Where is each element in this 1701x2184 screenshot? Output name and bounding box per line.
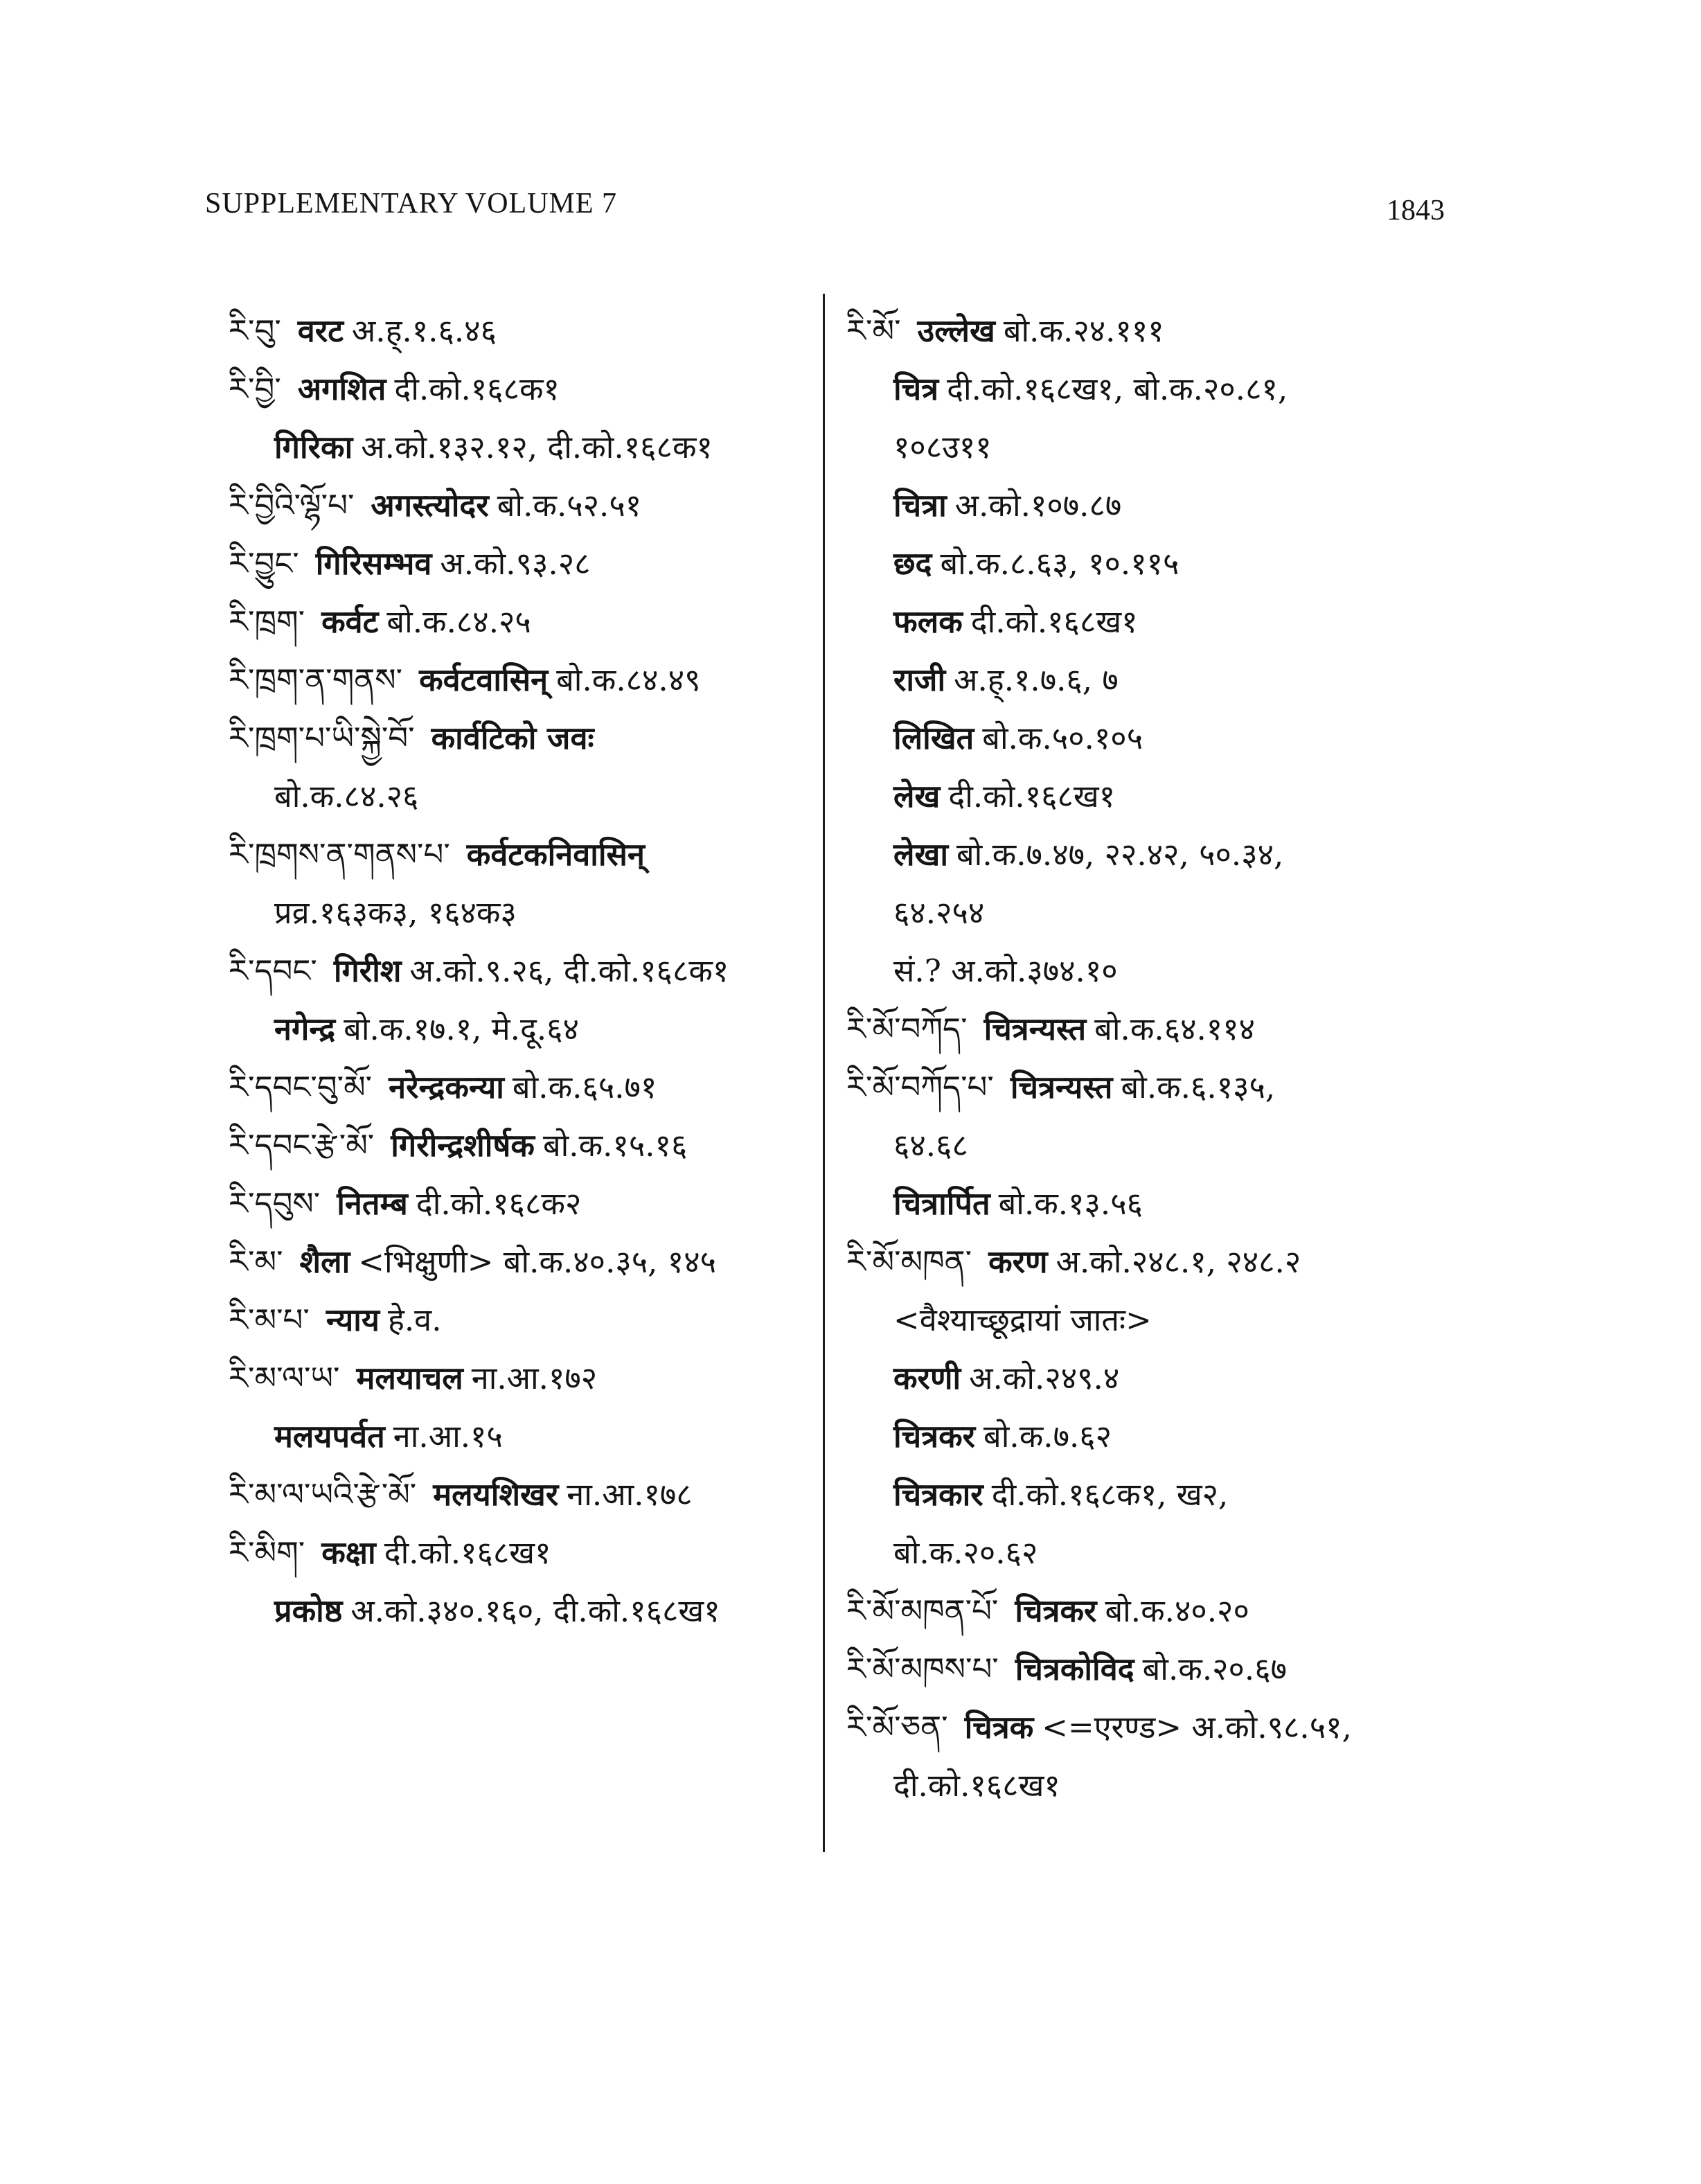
dictionary-entry bbox=[229, 709, 824, 767]
entry-continuation bbox=[846, 1408, 1470, 1466]
dictionary-entry bbox=[229, 651, 824, 709]
sanskrit-headword: प्रकोष्ठ bbox=[274, 1592, 343, 1629]
entry-continuation bbox=[846, 360, 1470, 418]
tibetan-term: རི་དབང་བུ་མོ་ bbox=[229, 1069, 373, 1106]
source-reference: दी.को.१६८ख१ bbox=[970, 603, 1138, 640]
tibetan-term: རི་དབང་རྩེ་མོ་ bbox=[229, 1127, 375, 1164]
source-reference: ६४.६८ bbox=[893, 1127, 968, 1164]
source-reference: बो.क.६४.११४ bbox=[1094, 1011, 1255, 1047]
entry-continuation bbox=[846, 884, 1470, 942]
tibetan-term: རི་མ་ལ་ཡ་ bbox=[229, 1360, 340, 1396]
source-reference: बो.क.८४.२६ bbox=[274, 778, 419, 815]
source-reference: दी.को.१६८ख१ bbox=[384, 1534, 551, 1571]
dictionary-entry bbox=[846, 1698, 1470, 1757]
source-reference: अ.को.२४८.१, २४८.२ bbox=[1056, 1243, 1301, 1280]
running-head: SUPPLEMENTARY VOLUME 7 bbox=[205, 188, 618, 220]
dictionary-entry bbox=[846, 1000, 1470, 1058]
source-reference: अ.ह्.१.७.६, ७ bbox=[954, 662, 1119, 698]
source-reference: दी.को.१६८क१, ख२, bbox=[991, 1476, 1229, 1513]
dictionary-entry bbox=[846, 302, 1470, 360]
sanskrit-headword: करण bbox=[988, 1243, 1048, 1280]
source-reference: दी.को.१६८ख१ bbox=[893, 1767, 1060, 1804]
dictionary-entry bbox=[846, 1058, 1470, 1117]
sanskrit-headword: उल्लेख bbox=[917, 312, 995, 349]
source-reference: बो.क.७.६२ bbox=[983, 1418, 1112, 1455]
source-reference: बो.क.१५.१६ bbox=[542, 1127, 688, 1164]
sanskrit-headword: लेख bbox=[893, 778, 941, 815]
entry-continuation bbox=[846, 651, 1470, 709]
entry-continuation bbox=[846, 1524, 1470, 1582]
source-reference: बो.क.२४.१११ bbox=[1003, 312, 1164, 349]
sanskrit-headword: कर्वटकनिवासिन् bbox=[466, 836, 645, 873]
dictionary-entry bbox=[229, 302, 824, 360]
entry-continuation bbox=[846, 1466, 1470, 1524]
sanskrit-headword: गिरिसम्भव bbox=[315, 545, 432, 582]
entry-continuation bbox=[229, 1582, 824, 1640]
dictionary-entry bbox=[229, 360, 824, 418]
source-reference: <भिक्षुणी> बो.क.४०.३५, १४५ bbox=[358, 1243, 716, 1280]
sanskrit-headword: गिरीश bbox=[333, 952, 402, 989]
dictionary-entry bbox=[229, 535, 824, 593]
entry-continuation bbox=[846, 826, 1470, 884]
tibetan-term: རི་མ་ bbox=[229, 1243, 283, 1280]
tibetan-term: རི་ཁྲག་ན་གནས་ bbox=[229, 662, 403, 698]
sanskrit-headword: नितम्ब bbox=[337, 1185, 408, 1222]
dictionary-entry bbox=[229, 1524, 824, 1582]
sanskrit-headword: लिखित bbox=[893, 720, 974, 756]
source-reference: बो.क.२०.६२ bbox=[893, 1534, 1038, 1571]
entry-continuation bbox=[846, 767, 1470, 826]
sanskrit-headword: कक्षा bbox=[321, 1534, 376, 1571]
sanskrit-headword: नगेन्द्र bbox=[274, 1011, 336, 1047]
source-reference: बो.क.२०.६७ bbox=[1142, 1651, 1288, 1687]
sanskrit-headword: चित्रन्यस्त bbox=[1010, 1069, 1113, 1106]
source-reference: अ.को.१३२.१२, दी.को.१६८क१ bbox=[361, 429, 713, 465]
entry-continuation bbox=[846, 1175, 1470, 1233]
right-column bbox=[846, 302, 1470, 1815]
sanskrit-headword: करणी bbox=[893, 1360, 961, 1396]
dictionary-entry bbox=[229, 1233, 824, 1291]
dictionary-entry bbox=[229, 477, 824, 535]
tibetan-term: རི་དབུས་ bbox=[229, 1185, 321, 1222]
sanskrit-headword: कार्वटिको जवः bbox=[431, 720, 594, 756]
source-reference: ६४.२५४ bbox=[893, 894, 985, 931]
source-reference: अ.ह्.१.६.४६ bbox=[351, 312, 497, 349]
sanskrit-headword: चित्रक bbox=[964, 1709, 1034, 1746]
sanskrit-headword: चित्र bbox=[893, 371, 939, 407]
entry-continuation bbox=[846, 477, 1470, 535]
source-reference: बो.क.७.४७, २२.४२, ५०.३४, bbox=[956, 836, 1284, 873]
source-reference: दी.को.१६८क१ bbox=[394, 371, 560, 407]
page-number: 1843 bbox=[1387, 195, 1445, 227]
tibetan-term: རི་མོ་བཀོད་ bbox=[846, 1011, 968, 1047]
source-reference: प्रव्र.१६३क३, १६४क३ bbox=[274, 894, 517, 931]
sanskrit-headword: चित्रकोविद bbox=[1015, 1651, 1134, 1687]
source-reference: अ.को.१०७.८७ bbox=[954, 487, 1122, 524]
source-reference: दी.को.१६८क२ bbox=[416, 1185, 582, 1222]
entry-continuation bbox=[846, 1349, 1470, 1408]
source-reference: अ.को.३४०.१६०, दी.को.१६८ख१ bbox=[350, 1592, 720, 1629]
entry-continuation bbox=[229, 1000, 824, 1058]
sanskrit-headword: चित्रकर bbox=[893, 1418, 976, 1455]
source-reference: बो.क.५२.५१ bbox=[497, 487, 642, 524]
sanskrit-headword: चित्रन्यस्त bbox=[983, 1011, 1087, 1047]
sanskrit-headword: वरट bbox=[297, 312, 344, 349]
tibetan-term: རི་མོ་མཁན་པོ་ bbox=[846, 1592, 999, 1629]
sanskrit-headword: राजी bbox=[893, 662, 946, 698]
entry-continuation bbox=[846, 1757, 1470, 1815]
tibetan-term: རི་དབང་ bbox=[229, 952, 317, 989]
sanskrit-headword: अगस्त्योदर bbox=[371, 487, 489, 524]
dictionary-entry bbox=[229, 1058, 824, 1117]
source-reference: बो.क.४०.२० bbox=[1105, 1592, 1249, 1629]
tibetan-term: རི་མོ་མཁན་ bbox=[846, 1243, 972, 1280]
entry-continuation bbox=[846, 1117, 1470, 1175]
sanskrit-headword: चित्रकार bbox=[893, 1476, 983, 1513]
source-reference: अ.को.९३.२८ bbox=[440, 545, 591, 582]
dictionary-entry bbox=[846, 1640, 1470, 1698]
sanskrit-headword: चित्रकर bbox=[1015, 1592, 1097, 1629]
sanskrit-headword: छद bbox=[893, 545, 932, 582]
source-reference: बो.क.१७.१, मे.दू.६४ bbox=[344, 1011, 579, 1047]
entry-continuation bbox=[229, 418, 824, 477]
sanskrit-headword: कर्वटवासिन् bbox=[419, 662, 549, 698]
tibetan-term: རི་བུ་ bbox=[229, 312, 281, 349]
sanskrit-headword: अगशित bbox=[297, 371, 386, 407]
tibetan-term: རི་མོ་ bbox=[846, 312, 901, 349]
tibetan-term: རི་མ་ལ་ཡའི་རྩེ་མོ་ bbox=[229, 1476, 417, 1513]
source-reference: सं.? अ.को.३७४.१० bbox=[893, 952, 1118, 989]
entry-continuation bbox=[229, 1408, 824, 1466]
source-reference: १०८उ११ bbox=[893, 429, 992, 465]
source-reference: <वैश्याच्छूद्रायां जातः> bbox=[893, 1302, 1152, 1338]
source-reference: अ.को.९.२६, दी.को.१६८क१ bbox=[409, 952, 729, 989]
sanskrit-headword: चित्रार्पित bbox=[893, 1185, 990, 1222]
source-reference: बो.क.८४.२५ bbox=[386, 603, 531, 640]
entry-continuation bbox=[229, 884, 824, 942]
tibetan-term: རི་བྱུང་ bbox=[229, 545, 299, 582]
sanskrit-headword: फलक bbox=[893, 603, 963, 640]
tibetan-term: རི་ཁྲག་ bbox=[229, 603, 305, 640]
entry-continuation bbox=[846, 593, 1470, 651]
dictionary-entry bbox=[846, 1582, 1470, 1640]
sanskrit-headword: मलयाचल bbox=[356, 1360, 463, 1396]
sanskrit-headword: मलयपर्वत bbox=[274, 1418, 385, 1455]
dictionary-entry bbox=[846, 1233, 1470, 1291]
dictionary-entry bbox=[229, 1466, 824, 1524]
dictionary-entry bbox=[229, 593, 824, 651]
sanskrit-headword: मलयशिखर bbox=[433, 1476, 559, 1513]
sanskrit-headword: चित्रा bbox=[893, 487, 947, 524]
dictionary-entry bbox=[229, 1175, 824, 1233]
entry-continuation bbox=[846, 535, 1470, 593]
source-reference: बो.क.८४.४९ bbox=[556, 662, 701, 698]
sanskrit-headword: न्याय bbox=[326, 1302, 380, 1338]
source-reference: बो.क.६.१३५, bbox=[1121, 1069, 1276, 1106]
dictionary-entry bbox=[229, 942, 824, 1000]
dictionary-entry bbox=[229, 1291, 824, 1349]
source-reference: ना.आ.१७८ bbox=[567, 1476, 693, 1513]
tibetan-term: རི་མོ་བཀོད་པ་ bbox=[846, 1069, 994, 1106]
entry-continuation bbox=[846, 709, 1470, 767]
source-reference: हे.व. bbox=[387, 1302, 442, 1338]
source-reference: <=एरण्ड> अ.को.९८.५१, bbox=[1042, 1709, 1352, 1746]
entry-continuation bbox=[229, 767, 824, 826]
source-reference: बो.क.१३.५६ bbox=[998, 1185, 1143, 1222]
source-reference: ना.आ.१५ bbox=[393, 1418, 503, 1455]
source-reference: बो.क.५०.१०५ bbox=[982, 720, 1143, 756]
sanskrit-headword: नरेन्द्रकन्या bbox=[389, 1069, 504, 1106]
source-reference: दी.को.१६८ख१ bbox=[948, 778, 1116, 815]
entry-continuation bbox=[846, 418, 1470, 477]
dictionary-entry bbox=[229, 1349, 824, 1408]
tibetan-term: རི་བྱི་ bbox=[229, 371, 281, 407]
sanskrit-headword: कर्वट bbox=[321, 603, 379, 640]
sanskrit-headword: लेखा bbox=[893, 836, 948, 873]
entry-continuation bbox=[846, 1291, 1470, 1349]
sanskrit-headword: शैला bbox=[299, 1243, 350, 1280]
tibetan-term: རི་ཁྲགས་ན་གནས་པ་ bbox=[229, 836, 450, 873]
tibetan-term: རི་མིག་ bbox=[229, 1534, 305, 1571]
source-reference: बो.क.८.६३, १०.११५ bbox=[940, 545, 1179, 582]
source-reference: ना.आ.१७२ bbox=[471, 1360, 598, 1396]
tibetan-term: རི་ཁྲག་པ་ཡི་སྐྱེ་བོ་ bbox=[229, 720, 415, 756]
tibetan-term: རི་མོ་མཁས་པ་ bbox=[846, 1651, 999, 1687]
source-reference: बो.क.६५.७१ bbox=[512, 1069, 657, 1106]
tibetan-term: རི་མ་པ་ bbox=[229, 1302, 310, 1338]
source-reference: दी.को.१६८ख१, बो.क.२०.८१, bbox=[947, 371, 1288, 407]
dictionary-entry bbox=[229, 1117, 824, 1175]
tibetan-term: རི་མོ་ཅན་ bbox=[846, 1709, 948, 1746]
entry-continuation bbox=[846, 942, 1470, 1000]
left-column bbox=[229, 302, 824, 1640]
tibetan-term: རི་བྱིའི་ལྷོ་པ་ bbox=[229, 487, 355, 524]
column-divider bbox=[823, 294, 825, 1852]
dictionary-entry bbox=[229, 826, 824, 884]
sanskrit-headword: गिरिका bbox=[274, 429, 353, 465]
sanskrit-headword: गिरीन्द्रशीर्षक bbox=[391, 1127, 535, 1164]
source-reference: अ.को.२४९.४ bbox=[969, 1360, 1120, 1396]
